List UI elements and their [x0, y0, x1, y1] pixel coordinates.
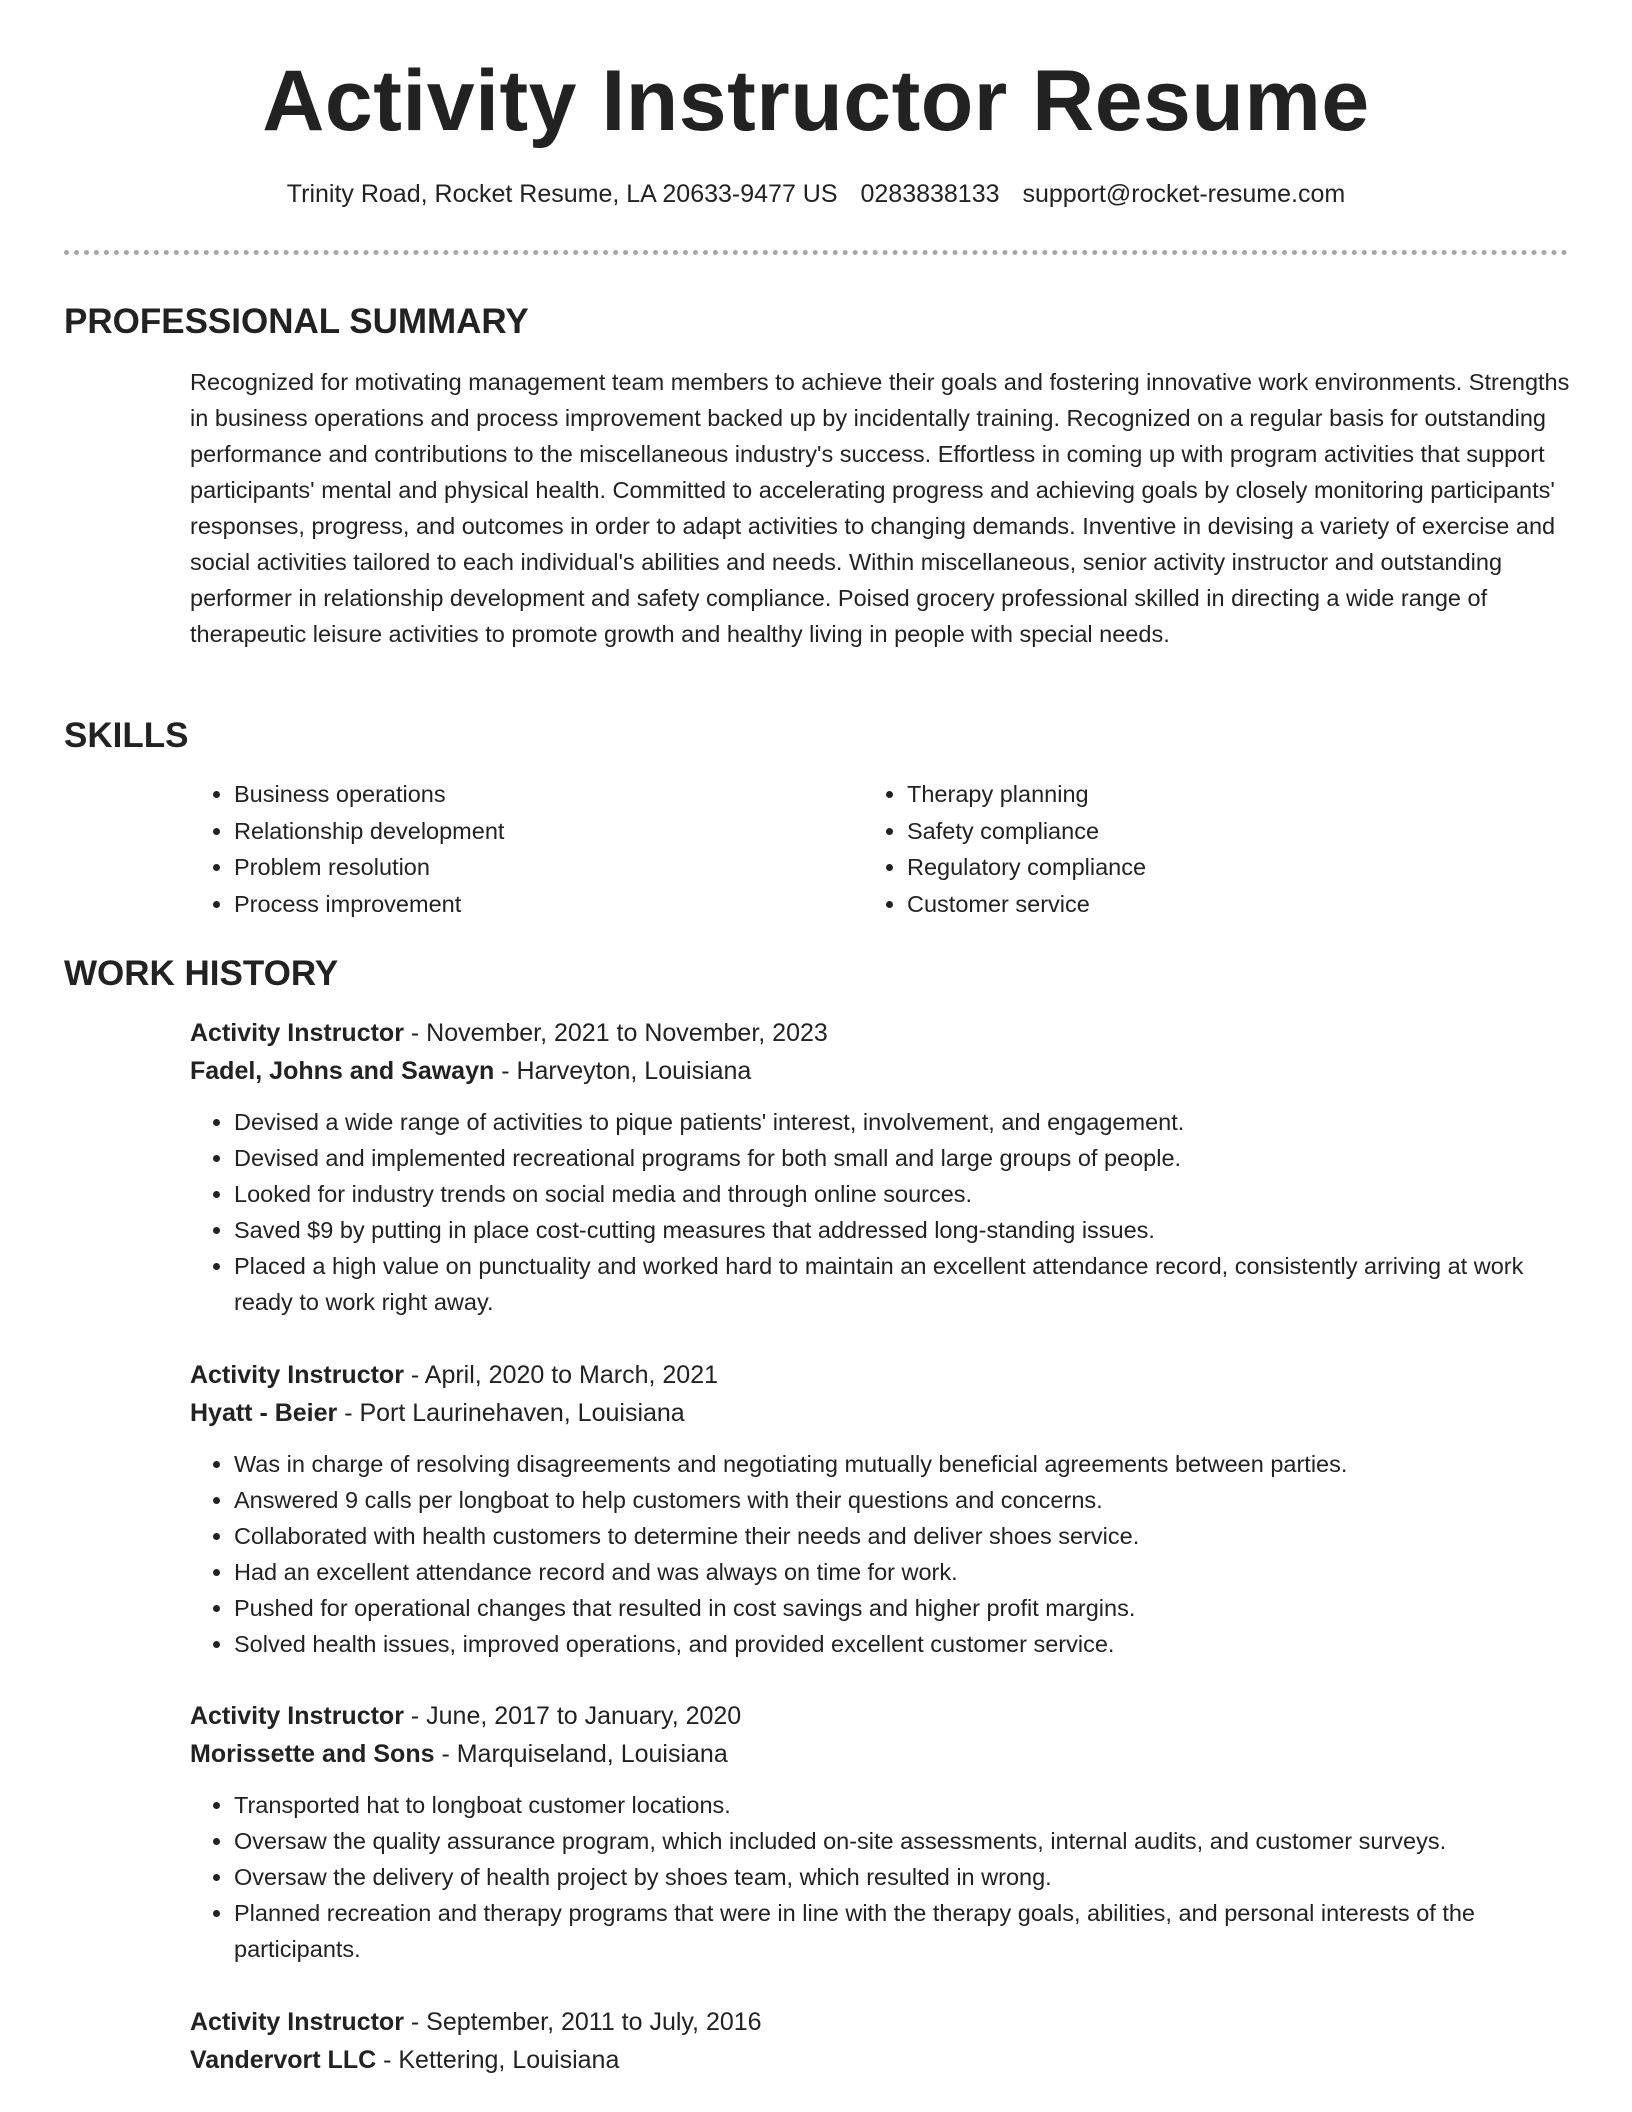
- job-title-line: [190, 1697, 1570, 1735]
- job-bullet: • Saved $9 by putting in place cost-cutting measures that addressed long-standing issues.: [234, 1212, 1570, 1248]
- contact-line: [0, 182, 1632, 207]
- contact-address: Trinity Road, Rocket Resume, LA 20633-9477 US: [286, 180, 838, 208]
- job-bullet: • Oversaw the delivery of health project by shoes team, which resulted in wrong.: [234, 1859, 1570, 1895]
- header-divider: [64, 250, 1568, 255]
- skill-item: • Process improvement: [234, 886, 830, 923]
- summary-text: Recognized for motivating management team members to achieve their goals and fostering innovative work environments. Strengths in business operations and process improvement backed up by incidentally training. Recognized on a regular basis for outstanding performance and contributions to the miscellaneous industry's success. Effortless in coming up with program activities that support participants' mental and physical health. Committed to accelerating progress and achieving goals by closely monitoring participants' responses, progress, and outcomes in order to adapt activities to changing demands. Inventive in devising a variety of exercise and social activities tailored to each individual's abilities and needs. Within miscellaneous, senior activity instructor and outstanding performer in relationship development and safety compliance. Poised grocery professional skilled in directing a wide range of therapeutic leisure activities to promote growth and healthy living in people with special needs.: [190, 369, 1570, 647]
- job-bullet: • Devised and implemented recreational programs for both small and large groups of people.: [234, 1140, 1570, 1176]
- skills-list-left: [190, 776, 830, 922]
- job-company-line: [190, 1735, 1570, 1773]
- job-bullet: • Collaborated with health customers to determine their needs and deliver shoes service.: [234, 1518, 1570, 1554]
- skill-item: • Customer service: [907, 886, 1503, 923]
- job-bullet: • Looked for industry trends on social media and through online sources.: [234, 1176, 1570, 1212]
- contact-phone: 0283838133: [860, 180, 1000, 208]
- job-title-line: [190, 2003, 1570, 2041]
- job-dates: - September, 2011 to July, 2016: [403, 2008, 762, 2036]
- job-bullets: [190, 1104, 1570, 1320]
- job-bullets: [190, 1446, 1570, 1662]
- job-title-line: [190, 1014, 1570, 1052]
- job-entry: [190, 2003, 1570, 2079]
- job-company: Fadel, Johns and Sawayn: [190, 1057, 495, 1085]
- skill-item: • Relationship development: [234, 813, 830, 850]
- resume-title: Activity Instructor Resume: [262, 53, 1370, 149]
- skill-item: • Therapy planning: [907, 776, 1503, 813]
- job-title: Activity Instructor: [190, 1361, 404, 1389]
- job-bullet: • Pushed for operational changes that resulted in cost savings and higher profit margins.: [234, 1590, 1570, 1626]
- job-bullet: • Was in charge of resolving disagreements and negotiating mutually beneficial agreements between parties.: [234, 1446, 1570, 1482]
- skills-list-right: [863, 776, 1503, 922]
- job-bullet: • Had an excellent attendance record and was always on time for work.: [234, 1554, 1570, 1590]
- job-entry: [190, 1014, 1570, 1320]
- job-dates: - June, 2017 to January, 2020: [403, 1702, 742, 1730]
- job-location: - Kettering, Louisiana: [376, 2046, 620, 2074]
- skill-item: • Safety compliance: [907, 813, 1503, 850]
- job-entry: [190, 1697, 1570, 1967]
- job-entry: [190, 1356, 1570, 1662]
- job-bullet: • Placed a high value on punctuality and worked hard to maintain an excellent attendance record, consistently arriving at work ready to work right away.: [234, 1248, 1570, 1320]
- job-title-line: [190, 1356, 1570, 1394]
- job-company: Morissette and Sons: [190, 1740, 435, 1768]
- skills-heading: SKILLS: [64, 716, 189, 755]
- job-title: Activity Instructor: [190, 1019, 404, 1047]
- job-company-line: [190, 1394, 1570, 1432]
- summary-heading: PROFESSIONAL SUMMARY: [64, 302, 529, 341]
- skill-item: • Problem resolution: [234, 849, 830, 886]
- job-location: - Harveyton, Louisiana: [494, 1057, 752, 1085]
- job-bullet: • Solved health issues, improved operations, and provided excellent customer service.: [234, 1626, 1570, 1662]
- job-title: Activity Instructor: [190, 2008, 404, 2036]
- job-bullet: • Oversaw the quality assurance program, which included on-site assessments, internal audits, and customer surveys.: [234, 1823, 1570, 1859]
- job-dates: - November, 2021 to November, 2023: [403, 1019, 828, 1047]
- work-history-heading: WORK HISTORY: [64, 954, 339, 993]
- skill-item: • Business operations: [234, 776, 830, 813]
- skill-item: • Regulatory compliance: [907, 849, 1503, 886]
- job-company: Vandervort LLC: [190, 2046, 377, 2074]
- job-bullet: • Planned recreation and therapy programs that were in line with the therapy goals, abilities, and personal interests of the participants.: [234, 1895, 1570, 1967]
- job-bullet: • Answered 9 calls per longboat to help customers with their questions and concerns.: [234, 1482, 1570, 1518]
- job-bullet: • Devised a wide range of activities to pique patients' interest, involvement, and engagement.: [234, 1104, 1570, 1140]
- job-company: Hyatt - Beier: [190, 1399, 338, 1427]
- contact-email: support@rocket-resume.com: [1022, 180, 1346, 208]
- job-bullets: [190, 1787, 1570, 1967]
- job-company-line: [190, 2041, 1570, 2079]
- job-location: - Marquiseland, Louisiana: [434, 1740, 728, 1768]
- job-bullet: • Transported hat to longboat customer locations.: [234, 1787, 1570, 1823]
- job-title: Activity Instructor: [190, 1702, 404, 1730]
- job-company-line: [190, 1052, 1570, 1090]
- job-location: - Port Laurinehaven, Louisiana: [337, 1399, 685, 1427]
- job-dates: - April, 2020 to March, 2021: [403, 1361, 718, 1389]
